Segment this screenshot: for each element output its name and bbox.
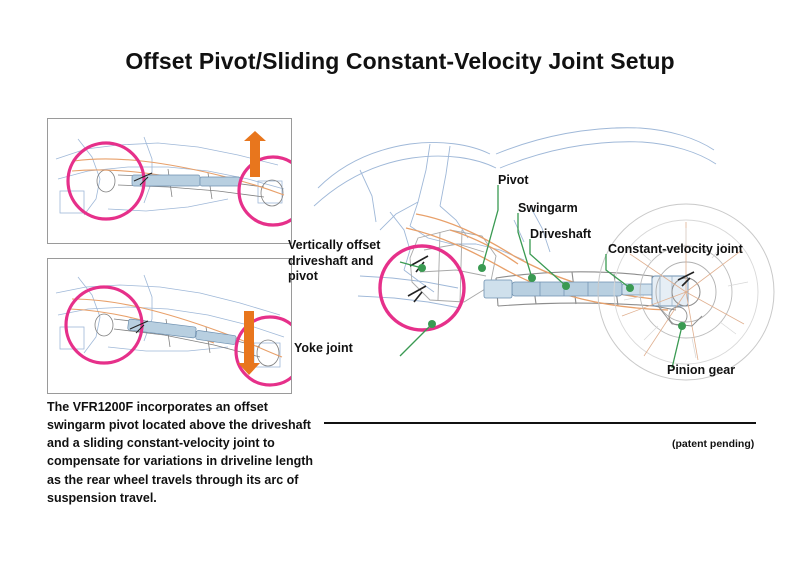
label-yoke-joint: Yoke joint — [294, 341, 353, 355]
inset-panel-compressed — [47, 258, 292, 394]
caption-text: The VFR1200F incorporates an offset swingarm pivot located above the driveshaft and a sliding constant-velocity joint to compensate for variations in driveline length as the rear wheel travels through its arc of suspension travel. — [47, 400, 314, 505]
patent-pending-note: (patent pending) — [672, 438, 755, 450]
label-driveshaft: Driveshaft — [530, 227, 592, 241]
inset-top-illustration — [48, 119, 291, 243]
label-pinion-gear: Pinion gear — [667, 363, 736, 377]
inset-panel-extended — [47, 118, 292, 244]
label-swingarm: Swingarm — [518, 201, 578, 215]
label-constant-velocity-joint: Constant-velocity joint — [608, 242, 743, 256]
label-vertically-offset-driveshaft-and-pivot: Vertically offset driveshaft and pivot — [288, 238, 381, 284]
page-title: Offset Pivot/Sliding Constant-Velocity Joint Setup — [125, 48, 675, 74]
label-pivot: Pivot — [498, 173, 529, 187]
baseline-rule — [324, 422, 756, 424]
inset-bottom-illustration — [48, 259, 291, 393]
